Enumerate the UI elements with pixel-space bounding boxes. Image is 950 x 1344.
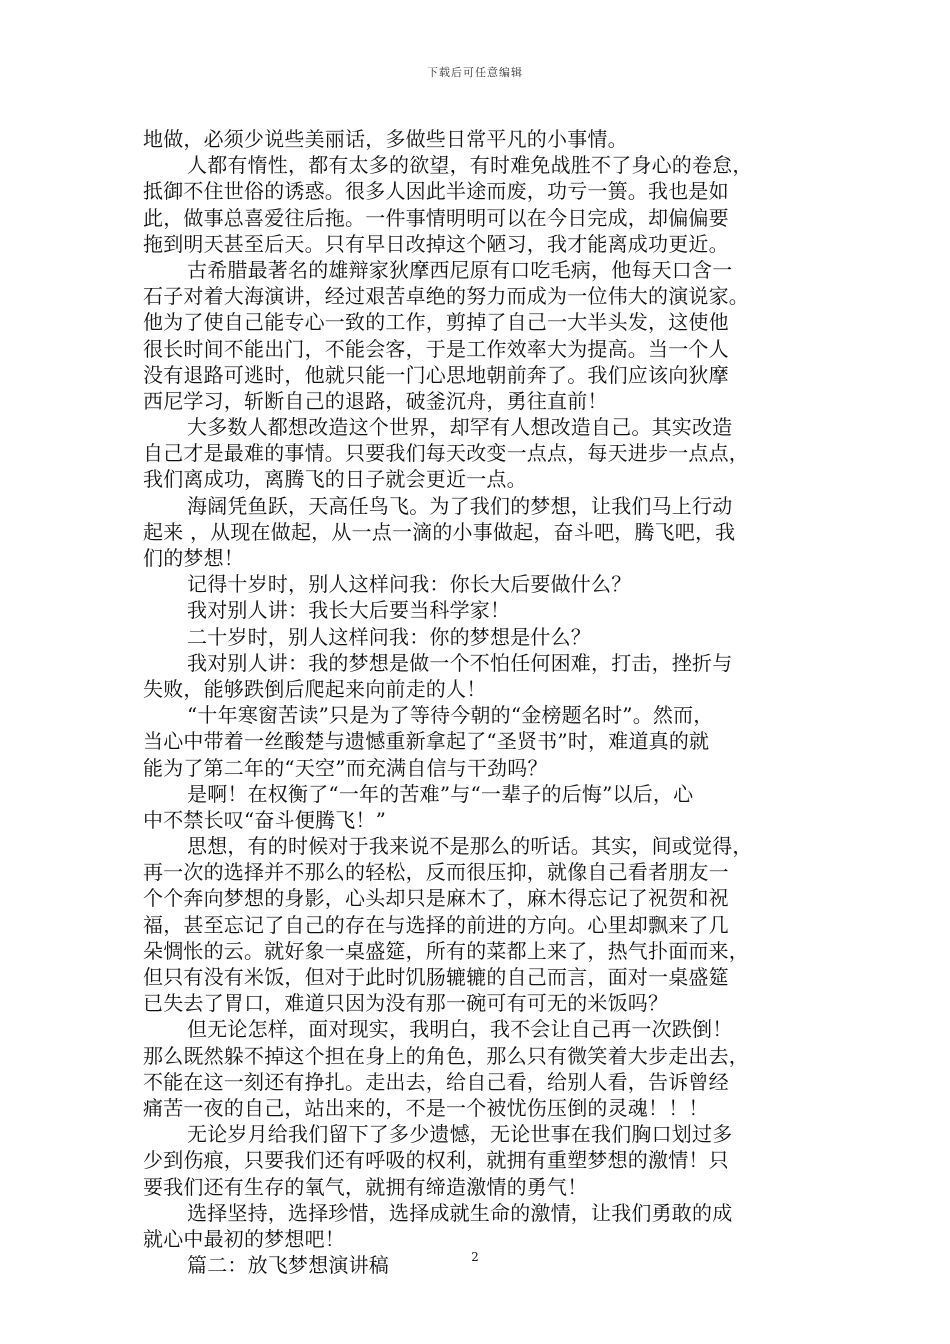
page-number: 2	[471, 1250, 479, 1264]
text-line: 篇二：放飞梦想演讲稿	[187, 1253, 389, 1278]
text-line: 西尼学习，斩断自己的退路，破釜沉舟，勇往直前！	[143, 388, 608, 413]
text-line: 古希腊最著名的雄辩家狄摩西尼原有口吃毛病，他每天口含一	[187, 257, 733, 282]
text-line: 我们离成功，离腾飞的日子就会更近一点。	[143, 467, 527, 492]
text-line: 人都有惰性，都有太多的欲望，有时难免战胜不了身心的卷怠，	[187, 153, 753, 178]
text-line: 再一次的选择并不那么的轻松，反而很压抑，就像自己看者朋友一	[143, 860, 729, 885]
text-line: 们的梦想！	[143, 546, 244, 570]
text-line: 二十岁时，别人这样问我：你的梦想是什么？	[187, 624, 591, 649]
text-line: 海阔凭鱼跃，天高任鸟飞。为了我们的梦想，让我们马上行动	[187, 493, 733, 518]
text-line: 地做，必须少说些美丽话，多做些日常平凡的小事情。	[143, 127, 628, 151]
text-line: 朵惆怅的云。就好象一桌盛筵，所有的菜都上来了，热气扑面而来，	[143, 938, 749, 963]
text-line: 没有退路可逃时，他就只能一门心思地朝前奔了。我们应该向狄摩	[143, 362, 729, 387]
text-line: 但只有没有米饭，但对于此时饥肠辘辘的自己而言，面对一桌盛筵	[143, 965, 729, 989]
text-line: 起来 ，从现在做起，从一点一滴的小事做起，奋斗吧，腾飞吧，我	[143, 519, 736, 544]
text-line: 拖到明天甚至后天。只有早日改掉这个陋习，我才能离成功更近。	[143, 231, 729, 256]
text-line: 记得十岁时，别人这样问我：你长大后要做什么？	[187, 572, 632, 597]
text-line: 中不禁长叹“奋斗便腾飞！”	[143, 807, 387, 832]
text-line: 少到伤痕，只要我们还有呼吸的权利，就拥有重塑梦想的激情！只	[143, 1148, 729, 1173]
text-line: 个个奔向梦想的身影，心头却只是麻木了，麻木得忘记了祝贺和祝	[143, 886, 729, 911]
text-line: 痛苦一夜的自己，站出来的，不是一个被忧伤压倒的灵魂！！！	[143, 1095, 709, 1120]
text-line: 选择坚持，选择珍惜，选择成就生命的激情，让我们勇敢的成	[187, 1200, 733, 1225]
text-line: 石子对着大海演讲，经过艰苦卓绝的努力而成为一位伟大的演说家。	[143, 284, 749, 309]
document-body	[143, 126, 811, 1278]
text-line: 福，甚至忘记了自己的存在与选择的前进的方向。心里却飘来了几	[143, 912, 729, 937]
text-line: 但无论怎样，面对现实，我明白，我不会让自己再一次跌倒！	[187, 1017, 733, 1042]
text-line: 已失去了胃口，难道只因为没有那一碗可有可无的米饭吗？	[143, 991, 669, 1016]
text-line: 很长时间不能出门，不能会客，于是工作效率大为提高。当一个人	[143, 336, 729, 361]
text-line: 那么既然躲不掉这个担在身上的角色，那么只有微笑着大步走出去，	[143, 1043, 749, 1068]
text-line: 当心中带着一丝酸楚与遗憾重新拿起了“圣贤书”时，难道真的就	[143, 729, 710, 754]
text-line: 我对别人讲：我长大后要当科学家！	[187, 598, 511, 623]
text-line: 他为了使自己能专心一致的工作，剪掉了自己一大半头发，这使他	[143, 310, 729, 335]
page-header-note: 下载后可任意编辑	[427, 66, 523, 79]
text-line: 此，做事总喜爱往后拖。一件事情明明可以在今日完成，却偏偏要	[143, 205, 729, 230]
text-line: 失败，能够跌倒后爬起来向前走的人！	[143, 676, 487, 701]
text-line: 抵御不住世俗的诱惑。很多人因此半途而废，功亏一篑。我也是如	[143, 179, 729, 204]
text-line: “十年寒窗苦读”只是为了等待今朝的“金榜题名时”。然而，	[187, 703, 714, 728]
text-line: 就心中最初的梦想吧！	[143, 1226, 345, 1251]
text-line: 是啊！在权衡了“一年的苦难”与“一辈子的后悔”以后，心	[187, 781, 694, 806]
text-line: 我对别人讲：我的梦想是做一个不怕任何困难，打击，挫折与	[187, 650, 733, 675]
text-line: 能为了第二年的“天空”而充满自信与干劲吗？	[143, 755, 548, 780]
text-line: 要我们还有生存的氧气，就拥有缔造激情的勇气！	[143, 1174, 588, 1199]
text-line: 无论岁月给我们留下了多少遗憾，无论世事在我们胸口划过多	[187, 1122, 733, 1147]
text-line: 思想，有的时候对于我来说不是那么的听话。其实，间或觉得，	[187, 834, 753, 859]
text-line: 大多数人都想改造这个世界，却罕有人想改造自己。其实改造	[187, 415, 733, 440]
text-line: 自己才是最难的事情。只要我们每天改变一点点，每天进步一点点，	[143, 441, 749, 466]
text-line: 不能在这一刻还有挣扎。走出去，给自己看，给别人看，告诉曾经	[143, 1069, 729, 1094]
